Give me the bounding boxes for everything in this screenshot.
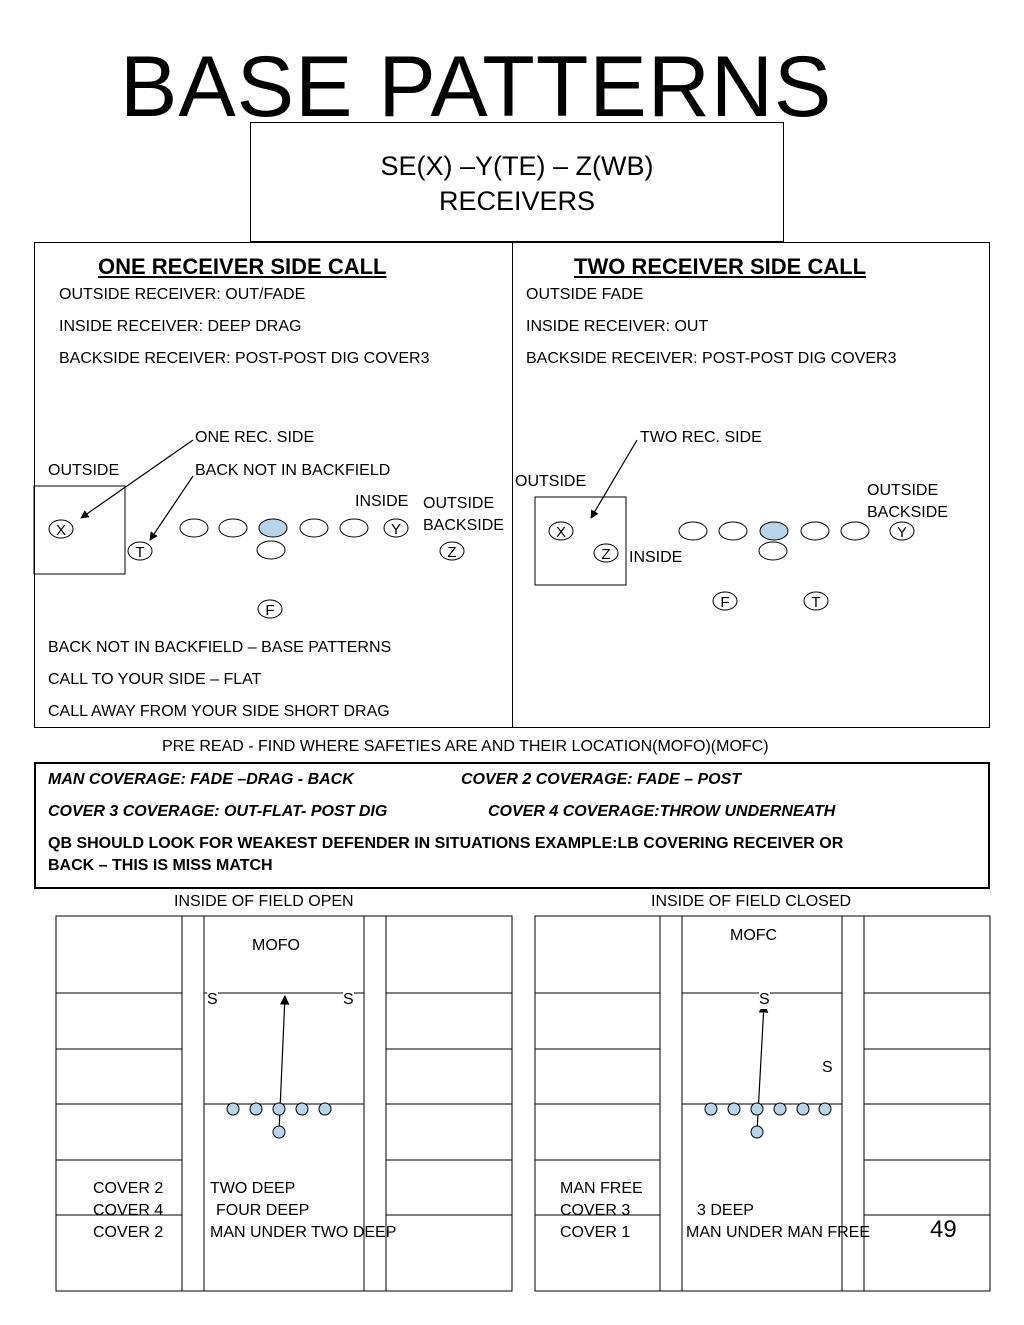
one-side-outside-backside-label-2: BACKSIDE <box>423 517 504 534</box>
one-side-line-outside: OUTSIDE RECEIVER: OUT/FADE <box>59 286 306 303</box>
one-side-line-backside: BACKSIDE RECEIVER: POST-POST DIG COVER3 <box>59 350 430 367</box>
two-rec-side-label: TWO REC. SIDE <box>640 429 762 446</box>
one-side-player-x-label: X <box>55 522 67 539</box>
field-closed-row-3-name: COVER 1 <box>560 1224 631 1241</box>
page-title: BASE PATTERNS <box>120 39 833 135</box>
field-open-row-2-desc: FOUR DEEP <box>216 1202 310 1219</box>
back-not-in-backfield-label: BACK NOT IN BACKFIELD <box>195 462 391 479</box>
two-side-line-backside: BACKSIDE RECEIVER: POST-POST DIG COVER3 <box>526 350 897 367</box>
one-side-outside-backside-label-1: OUTSIDE <box>423 495 495 512</box>
one-side-player-t-label: T <box>135 544 145 561</box>
two-side-outside-backside-label-2: BACKSIDE <box>867 504 948 521</box>
one-rec-side-label: ONE REC. SIDE <box>195 429 315 446</box>
field-open-hash-left <box>182 916 204 1291</box>
field-closed-row-2-name: COVER 3 <box>560 1202 631 1219</box>
field-open-row-3-name: COVER 2 <box>93 1224 164 1241</box>
two-side-outside-backside-label-1: OUTSIDE <box>867 482 939 499</box>
two-side-outside-label: OUTSIDE <box>515 473 587 490</box>
field-closed-row-2-desc: 3 DEEP <box>697 1202 754 1219</box>
two-side-player-x-label: X <box>555 524 567 541</box>
one-side-outside-label: OUTSIDE <box>48 462 120 479</box>
field-open-mofo-label: MOFO <box>252 937 300 954</box>
two-side-player-y-label: Y <box>896 524 908 541</box>
two-side-inside-label: INSIDE <box>629 549 683 566</box>
two-side-player-z-label: Z <box>601 546 611 563</box>
cover4-coverage-text: COVER 4 COVERAGE:THROW UNDERNEATH <box>488 803 836 820</box>
field-closed-players <box>705 1103 831 1138</box>
cover2-coverage-text: COVER 2 COVERAGE: FADE – POST <box>461 771 742 788</box>
qb-note-line-2: BACK – THIS IS MISS MATCH <box>48 857 273 874</box>
field-open-safety-left: S <box>207 991 218 1008</box>
page-number: 49 <box>930 1216 957 1243</box>
one-side-inside-label: INSIDE <box>355 493 409 510</box>
one-side-note-1: BACK NOT IN BACKFIELD – BASE PATTERNS <box>48 639 392 656</box>
field-open-row-3-desc: MAN UNDER TWO DEEP <box>210 1224 397 1241</box>
receivers-line-2: RECEIVERS <box>438 186 596 217</box>
field-closed-row-3-desc: MAN UNDER MAN FREE <box>686 1224 871 1241</box>
one-side-note-3: CALL AWAY FROM YOUR SIDE SHORT DRAG <box>48 703 390 720</box>
field-closed-hash-left <box>660 916 682 1291</box>
one-side-player-y-label: Y <box>390 521 402 538</box>
field-closed-mofc-label: MOFC <box>730 927 778 944</box>
field-closed-caption: INSIDE OF FIELD CLOSED <box>651 893 852 910</box>
field-open-row-2-name: COVER 4 <box>93 1202 164 1219</box>
two-side-header: TWO RECEIVER SIDE CALL <box>574 254 867 279</box>
two-side-line-inside: INSIDE RECEIVER: OUT <box>526 318 709 335</box>
qb-note-line-1: QB SHOULD LOOK FOR WEAKEST DEFENDER IN SITUATIONS EXAMPLE:LB COVERING RECEIVER OR <box>48 835 844 852</box>
field-open-caption: INSIDE OF FIELD OPEN <box>174 893 354 910</box>
field-closed-row-1-name: MAN FREE <box>560 1180 643 1197</box>
field-closed-safety-down: S <box>822 1059 833 1076</box>
one-side-player-f-label: F <box>265 602 275 619</box>
one-side-note-2: CALL TO YOUR SIDE – FLAT <box>48 671 262 688</box>
two-side-line-outside: OUTSIDE FADE <box>526 286 644 303</box>
one-side-player-z-label: Z <box>447 544 457 561</box>
field-closed-safety-deep: S <box>759 991 770 1008</box>
field-open-safety-right: S <box>343 991 354 1008</box>
field-open-row-1-name: COVER 2 <box>93 1180 164 1197</box>
man-coverage-text: MAN COVERAGE: FADE –DRAG - BACK <box>48 771 354 788</box>
receivers-line-1: SE(X) –Y(TE) – Z(WB) <box>380 151 654 181</box>
two-side-player-t-label: T <box>811 594 821 611</box>
two-side-player-f-label: F <box>720 594 730 611</box>
one-side-header: ONE RECEIVER SIDE CALL <box>98 254 387 279</box>
one-side-line-inside: INSIDE RECEIVER: DEEP DRAG <box>59 318 302 335</box>
cover3-coverage-text: COVER 3 COVERAGE: OUT-FLAT- POST DIG <box>48 803 388 820</box>
pre-read-line: PRE READ - FIND WHERE SAFETIES ARE AND THEIR LOCATION(MOFO)(MOFC) <box>162 738 769 755</box>
field-open-row-1-desc: TWO DEEP <box>210 1180 296 1197</box>
